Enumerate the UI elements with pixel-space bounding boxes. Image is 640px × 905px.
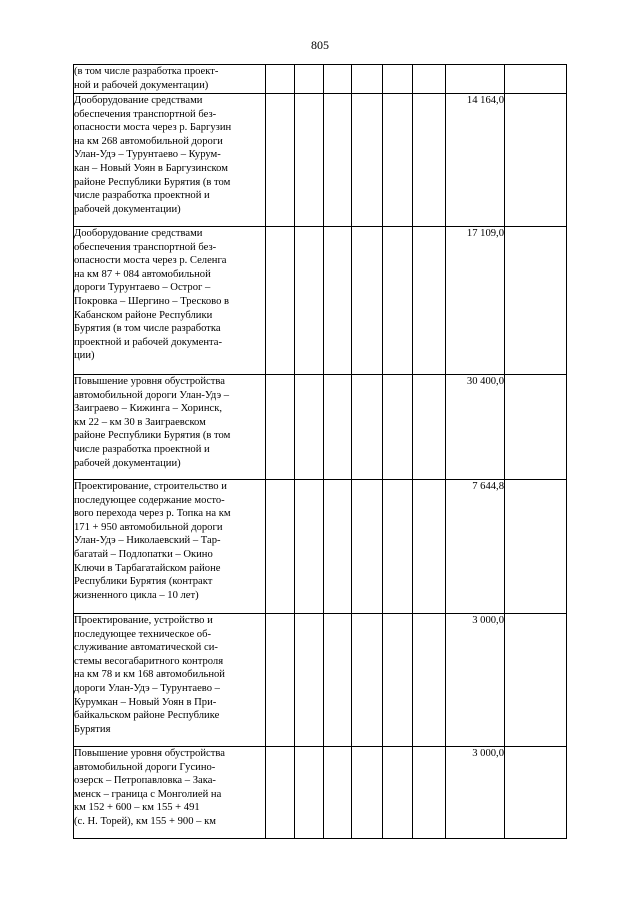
table-row	[74, 480, 567, 614]
empty-cell	[383, 480, 413, 614]
row-description: Дооборудование средствами обеспечения транспортной без- опасности моста через р. Селенга на км 87 + 084 автомобильной дороги Турунтаево – Острог – Покровка – Шергино – Тресково в Кабанском районе Республики Бурятия (в том числе разработка проектной и рабочей документа- ции)	[74, 227, 266, 375]
empty-cell	[295, 94, 324, 227]
empty-cell	[324, 94, 352, 227]
empty-cell	[352, 747, 383, 839]
empty-cell	[295, 614, 324, 747]
row-amount: 3 000,0	[446, 614, 505, 747]
empty-cell	[413, 480, 446, 614]
empty-cell	[352, 65, 383, 94]
empty-cell	[413, 747, 446, 839]
empty-cell	[505, 614, 567, 747]
empty-cell	[505, 65, 567, 94]
empty-cell	[266, 747, 295, 839]
page-number: 805	[311, 38, 329, 52]
table-row	[74, 375, 567, 480]
empty-cell	[413, 227, 446, 375]
table-row	[74, 227, 567, 375]
empty-cell	[266, 480, 295, 614]
empty-cell	[295, 375, 324, 480]
row-description: Дооборудование средствами обеспечения транспортной без- опасности моста через р. Баргузин на км 268 автомобильной дороги Улан-Удэ – Турунтаево – Курум- кан – Новый Уоян в Баргузинском районе Республики Бурятия (в том числе разработка проектной и рабочей документации)	[74, 94, 266, 227]
table-row	[74, 747, 567, 839]
empty-cell	[324, 375, 352, 480]
row-description: Проектирование, строительство и последующее содержание мосто- вого перехода через р. Топка на км 171 + 950 автомобильной дороги Улан-Удэ – Николаевский – Тар- багатай – Подлопатки – Окино Ключи в Тарбагатайском районе Республики Бурятия (контракт жизненного цикла – 10 лет)	[74, 480, 266, 614]
empty-cell	[505, 94, 567, 227]
empty-cell	[266, 375, 295, 480]
row-description: Повышение уровня обустройства автомобильной дороги Гусино- озерск – Петропавловка – Зака- менск – граница с Монголией на км 152 + 600 – км 155 + 491 (с. Н. Торей), км 155 + 900 – км	[74, 747, 266, 839]
row-description: (в том числе разработка проект- ной и рабочей документации)	[74, 65, 266, 94]
row-amount: 14 164,0	[446, 94, 505, 227]
empty-cell	[352, 614, 383, 747]
empty-cell	[505, 480, 567, 614]
empty-cell	[383, 94, 413, 227]
empty-cell	[352, 94, 383, 227]
empty-cell	[266, 94, 295, 227]
empty-cell	[413, 65, 446, 94]
empty-cell	[324, 614, 352, 747]
empty-cell	[413, 94, 446, 227]
empty-cell	[383, 65, 413, 94]
row-description: Проектирование, устройство и последующее техническое об- служивание автоматической си- стемы весогабаритного контроля на км 78 и км 168 автомобильной дороги Улан-Удэ – Турунтаево – Курумкан – Новый Уоян в При- байкальском районе Республике Бурятия	[74, 614, 266, 747]
empty-cell	[324, 65, 352, 94]
empty-cell	[505, 227, 567, 375]
budget-table	[73, 64, 567, 839]
empty-cell	[505, 375, 567, 480]
empty-cell	[352, 375, 383, 480]
empty-cell	[324, 480, 352, 614]
empty-cell	[295, 480, 324, 614]
empty-cell	[383, 227, 413, 375]
empty-cell	[266, 65, 295, 94]
empty-cell	[324, 227, 352, 375]
empty-cell	[383, 375, 413, 480]
empty-cell	[383, 747, 413, 839]
empty-cell	[266, 614, 295, 747]
empty-cell	[295, 65, 324, 94]
row-amount	[446, 65, 505, 94]
empty-cell	[413, 375, 446, 480]
empty-cell	[266, 227, 295, 375]
empty-cell	[505, 747, 567, 839]
row-amount: 30 400,0	[446, 375, 505, 480]
table-row	[74, 614, 567, 747]
empty-cell	[324, 747, 352, 839]
row-amount: 17 109,0	[446, 227, 505, 375]
empty-cell	[295, 747, 324, 839]
empty-cell	[413, 614, 446, 747]
empty-cell	[383, 614, 413, 747]
row-amount: 7 644,8	[446, 480, 505, 614]
empty-cell	[295, 227, 324, 375]
table-row	[74, 94, 567, 227]
empty-cell	[352, 480, 383, 614]
row-description: Повышение уровня обустройства автомобильной дороги Улан-Удэ – Заиграево – Кижинга – Хоринск, км 22 – км 30 в Заиграевском районе Республики Бурятия (в том числе разработка проектной и рабочей документации)	[74, 375, 266, 480]
empty-cell	[352, 227, 383, 375]
row-amount: 3 000,0	[446, 747, 505, 839]
table-row	[74, 65, 567, 94]
